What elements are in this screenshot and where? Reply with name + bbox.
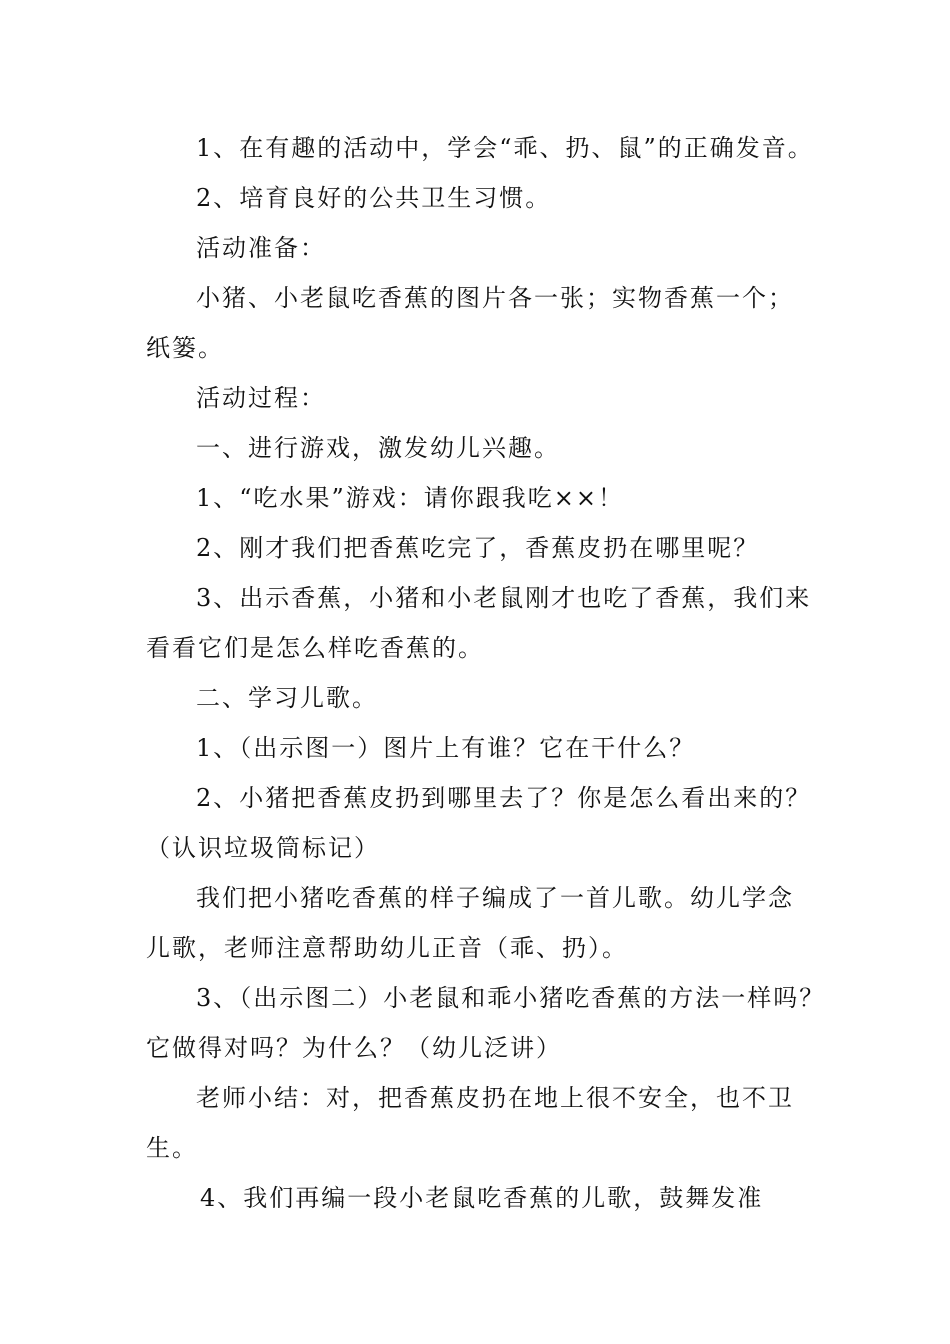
text-line: 儿歌，老师注意帮助幼儿正音（乖、扔）。 bbox=[146, 934, 628, 962]
text-line: 2、刚才我们把香蕉吃完了，香蕉皮扔在哪里呢？ bbox=[196, 534, 760, 562]
text-line: 老师小结：对，把香蕉皮扔在地上很不安全，也不卫 bbox=[196, 1084, 794, 1112]
text-line: 一、进行游戏，激发幼儿兴趣。 bbox=[196, 434, 560, 462]
text-line: 1、在有趣的活动中，学会“乖、扔、鼠”的正确发音。 bbox=[196, 134, 814, 162]
text-line: 纸篓。 bbox=[146, 334, 224, 362]
text-line: 生。 bbox=[146, 1134, 198, 1162]
text-line: 看看它们是怎么样吃香蕉的。 bbox=[146, 634, 484, 662]
text-line: 1、（出示图一）图片上有谁？它在干什么？ bbox=[196, 734, 696, 762]
text-line: 小猪、小老鼠吃香蕉的图片各一张；实物香蕉一个； bbox=[196, 284, 794, 312]
text-line: （认识垃圾筒标记） bbox=[146, 834, 380, 862]
text-line: 二、学习儿歌。 bbox=[196, 684, 378, 712]
text-line: 2、培育良好的公共卫生习惯。 bbox=[196, 184, 552, 212]
text-line: 我们把小猪吃香蕉的样子编成了一首儿歌。幼儿学念 bbox=[196, 884, 794, 912]
text-line: 3、（出示图二）小老鼠和乖小猪吃香蕉的方法一样吗？ bbox=[196, 984, 826, 1012]
text-line: 活动过程： bbox=[196, 384, 326, 412]
text-line: 它做得对吗？为什么？（幼儿泛讲） bbox=[146, 1034, 562, 1062]
text-line: 活动准备： bbox=[196, 234, 326, 262]
text-line: 2、小猪把香蕉皮扔到哪里去了？你是怎么看出来的？ bbox=[196, 784, 812, 812]
text-line: 3、出示香蕉，小猪和小老鼠刚才也吃了香蕉，我们来 bbox=[196, 584, 812, 612]
text-line: 1、“吃水果”游戏：请你跟我吃××！ bbox=[196, 484, 625, 512]
text-line: 4、我们再编一段小老鼠吃香蕉的儿歌，鼓舞发准 bbox=[200, 1184, 764, 1212]
